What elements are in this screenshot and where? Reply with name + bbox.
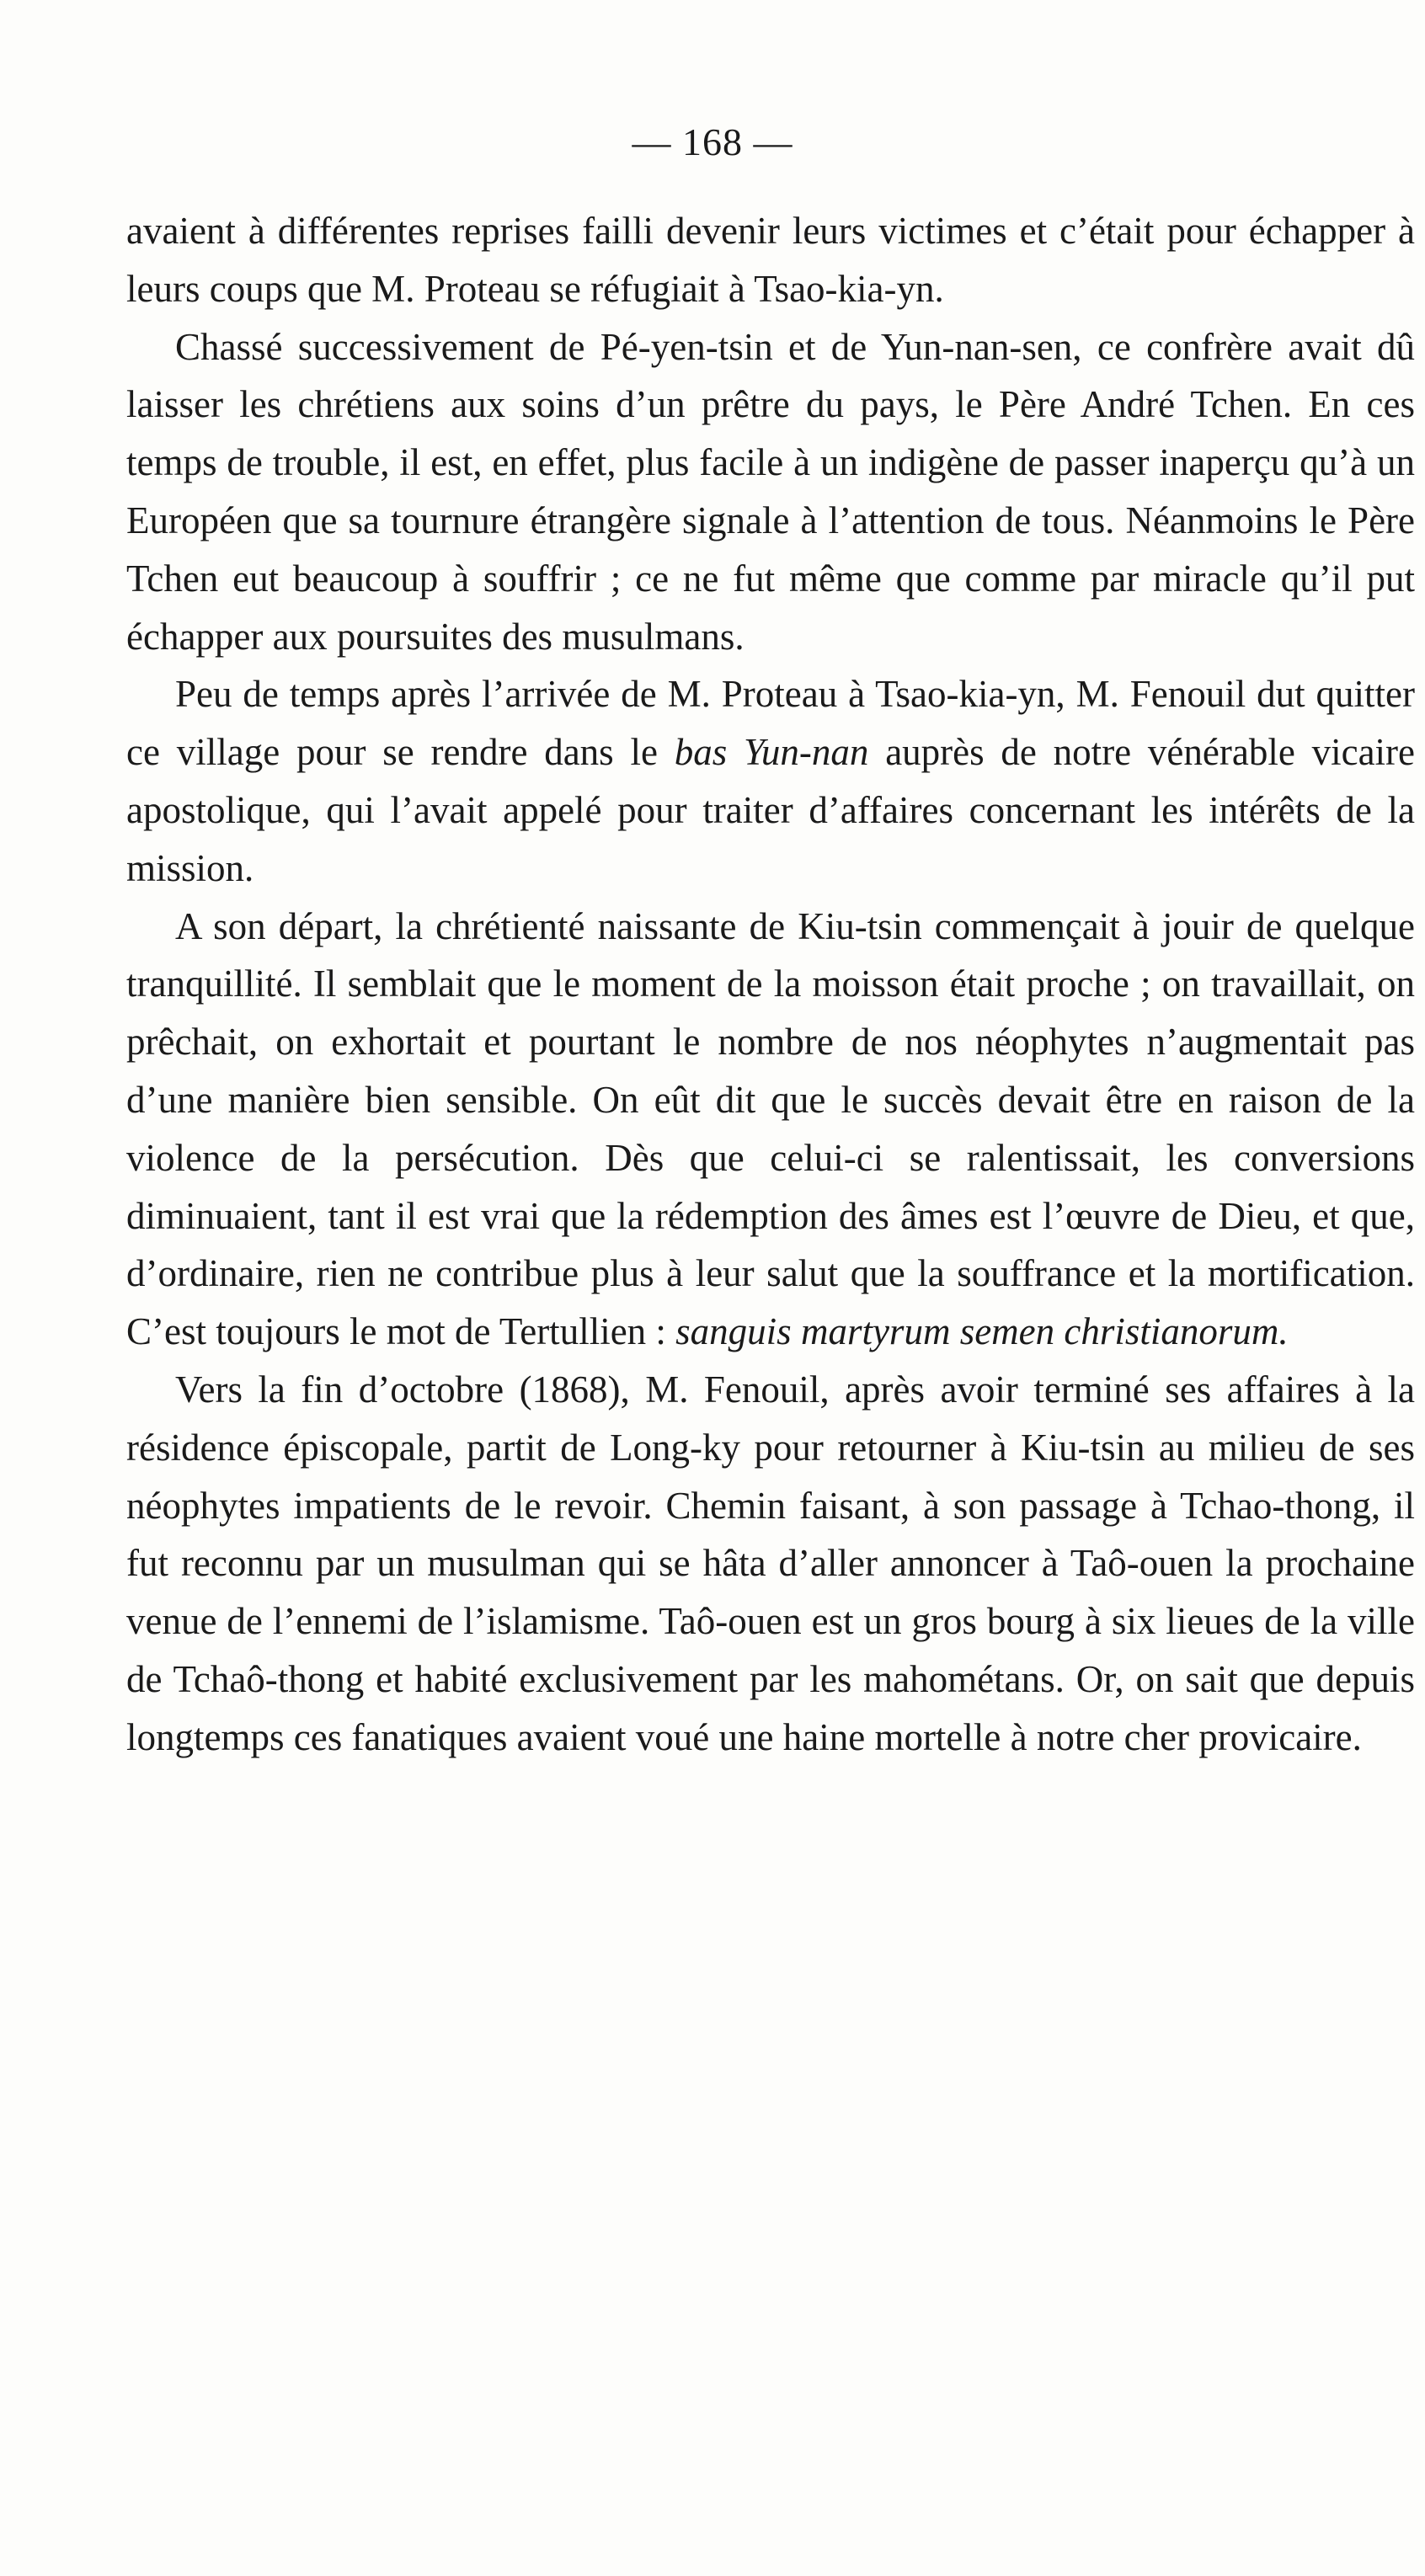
paragraph [126, 1361, 1415, 1767]
italic-text-segment: bas Yun-nan [674, 731, 869, 774]
page-number: — 168 — [632, 120, 793, 163]
text-segment: A son départ, la chrétienté naissante de Kiu-tsin commençait à jouir de quelque tranquillité. Il semblait que le moment de la moisson était proche ; on travaillait, on prêchait, on exhortait et pourtant le nombre de nos néophytes n’augmentait pas d’une manière bien sensible. On eût dit que le succès devait être en raison de la violence de la persécution. Dès que celui-ci se ralentissait, les conversions diminuaient, tant il est vrai que la rédemption des âmes est l’œuvre de Dieu, et que, d’ordinaire, rien ne contribue plus à leur salut que la souffrance et la mortification. C’est toujours le mot de Tertullien : [126, 904, 1415, 1353]
italic-text-segment: sanguis martyrum semen christianorum. [675, 1310, 1289, 1353]
text-segment: Chassé successivement de Pé-yen-tsin et de Yun-nan-sen, ce confrère avait dû laisser les chrétiens aux soins d’un prêtre du pays, le Père André Tchen. En ces temps de trouble, il est, en effet, plus facile à un indigène de passer inaperçu qu’à un Européen que sa tournure étrangère signale à l’attention de tous. Néanmoins le Père Tchen eut beaucoup à souffrir ; ce ne fut même que comme par miracle qu’il put échapper aux poursuites des musulmans. [126, 325, 1415, 658]
text-segment: Peu de temps après l’arrivée de M. Proteau à Tsao-kia-yn, M. Fenouil dut quitter ce village pour se rendre dans le [126, 673, 1415, 774]
text-segment: auprès de notre vénérable vicaire apostolique, qui l’avait appelé pour traiter d’affaires concernant les intérêts de la mission. [126, 731, 1416, 889]
paragraph [126, 202, 1415, 318]
text-segment: Vers la fin d’octobre (1868), M. Fenouil, après avoir terminé ses affaires à la résidence épiscopale, partit de Long-ky pour retourner à Kiu-tsin au milieu de ses néophytes impatients de le revoir. Chemin faisant, à son passage à Tchao-thong, il fut reconnu par un musulman qui se hâta d’aller annoncer à Taô-ouen la prochaine venue de l’ennemi de l’islamisme. Taô-ouen est un gros bourg à six lieues de la ville de Tchaô-thong et habité exclusivement par les mahométans. Or, on sait que depuis longtemps ces fanatiques avaient voué une haine mortelle à notre cher provicaire. [126, 1368, 1415, 1758]
text-segment: avaient à différentes reprises failli devenir leurs victimes et c’était pour échapper à leurs coups que M. Proteau se réfugiait à Tsao-kia-yn. [126, 210, 1415, 310]
body-text [126, 202, 1415, 1767]
paragraph [126, 898, 1415, 1361]
paragraph [126, 318, 1415, 666]
paragraph [126, 665, 1415, 897]
